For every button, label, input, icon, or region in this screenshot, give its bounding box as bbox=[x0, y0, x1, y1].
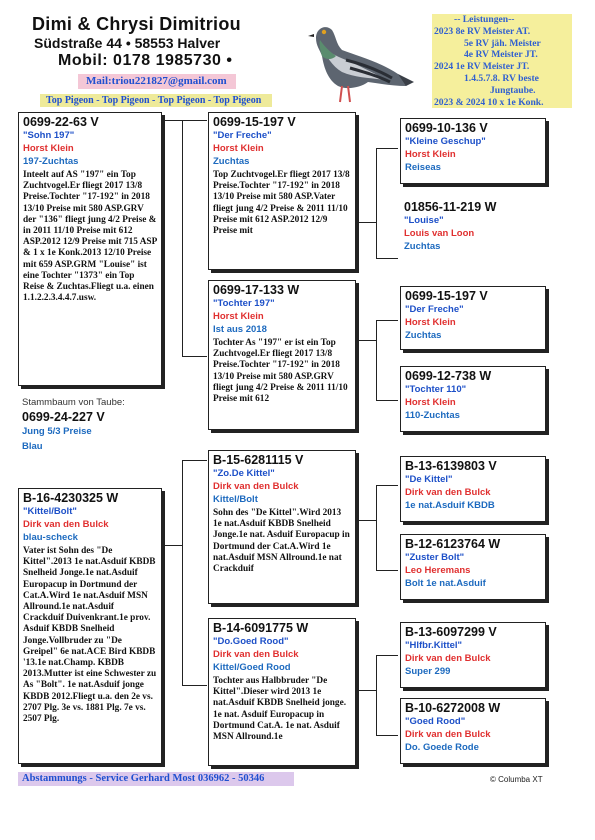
achievement-line: 2023 & 2024 10 x 1e Konk. bbox=[434, 96, 544, 108]
ring-number: B-15-6281115 V bbox=[213, 453, 304, 467]
pigeon-info: Kittel/Goed Rood bbox=[213, 662, 291, 673]
breeder: Horst Klein bbox=[213, 143, 264, 154]
ring-number: B-10-6272008 W bbox=[405, 701, 501, 715]
dam-dam-card bbox=[208, 618, 356, 766]
pigeon-name: "Sohn 197" bbox=[23, 130, 75, 141]
ring-number: 0699-24-227 V bbox=[22, 410, 105, 424]
breeder: Louis van Loon bbox=[404, 228, 475, 239]
connector-line bbox=[376, 655, 398, 656]
pigeon-description: Vater ist Sohn des "De Kittel".2013 1e nat.Asduif KBDB Snelheid Jonge.1e nat.Asduif Europacup in Dortmund der Cat.A.Wird 1e nat.Asduif MSN Allround.1e nat.Asduif Crackduif Duivenkrant.1e prov. Asduif KBDB Snelheid Jonge.Vollbruder zu "De Greipel" 6e nat.ACE Bird KBDB '13.1e nat.Champ. KBDB 2013.Mutter ist eine Schwester zu As "Bolt". 1e nat.Asduif jonge KBDB 2012.Fliegt u.a. den 2e vs. 2707 Plg. 3e vs. 1881 Plg. 7e vs. 2507 Plg. bbox=[23, 546, 157, 725]
achievements-heading: -- Leistungen-- bbox=[454, 14, 515, 25]
pedigree-label: Stammbaum von Taube: bbox=[22, 397, 125, 408]
connector-line bbox=[182, 460, 207, 461]
achievement-line: 2024 1e RV Meister JT. bbox=[434, 61, 530, 73]
pigeon-info: 110-Zuchtas bbox=[405, 410, 460, 421]
breeder: Horst Klein bbox=[23, 143, 74, 154]
connector-line bbox=[182, 356, 207, 357]
copyright: © Columba XT bbox=[490, 775, 543, 784]
breeder: Horst Klein bbox=[405, 149, 456, 160]
ring-number: 01856-11-219 W bbox=[404, 200, 497, 214]
pigeon-illustration bbox=[302, 16, 414, 108]
address: Südstraße 44 • 58553 Halver bbox=[34, 35, 221, 51]
achievements-box bbox=[432, 14, 572, 108]
achievement-line: 5e RV jäh. Meister bbox=[464, 37, 541, 49]
subject-pigeon bbox=[22, 410, 105, 453]
pigeon-info: Ist aus 2018 bbox=[213, 324, 267, 335]
ds-dam-card bbox=[400, 534, 546, 600]
pigeon-name: "Der Freche" bbox=[213, 130, 272, 141]
ss-sire-card bbox=[400, 118, 546, 184]
pigeon-description: Tochter As "197" er ist ein Top Zuchtvogel.Er fliegt 2017 13/8 Preise.Tochter "17-192" in 2018 13/10 Preise mit 580 ASP.GRV fliegt jung 4/2 Preise & 2011 11/10 Preise mit 612 bbox=[213, 338, 348, 405]
pigeon-info: 1e nat.Asduif KBDB bbox=[405, 500, 495, 511]
breeder: Dirk van den Bulck bbox=[213, 481, 299, 492]
connector-line bbox=[376, 485, 398, 486]
pigeon-info: Zuchtas bbox=[404, 241, 441, 252]
dd-sire-card bbox=[400, 622, 546, 688]
pigeon-name: "Kittel/Bolt" bbox=[23, 506, 77, 517]
sd-dam-card bbox=[400, 366, 546, 432]
pigeon-info: Zuchtas bbox=[405, 330, 442, 341]
achievement-line: 4e RV Meister JT. bbox=[464, 49, 538, 61]
pigeon-results: Jung 5/3 Preise bbox=[22, 426, 92, 437]
pigeon-name: "Tochter 110" bbox=[405, 384, 467, 395]
ring-number: B-13-6097299 V bbox=[405, 625, 497, 639]
pigeon-name: "Kleine Geschup" bbox=[405, 136, 486, 147]
achievement-line: Jungtaube. bbox=[490, 84, 536, 96]
dam-card bbox=[18, 488, 162, 764]
sire-card bbox=[18, 112, 162, 386]
dd-dam-card bbox=[400, 698, 546, 764]
breeder-name-title: Dimi & Chrysi Dimitriou bbox=[32, 14, 241, 34]
breeder: Dirk van den Bulck bbox=[405, 653, 491, 664]
breeder: Dirk van den Bulck bbox=[405, 487, 491, 498]
pigeon-description: Tochter aus Halbbruder "De Kittel".Dieser wird 2013 1e nat.Asduif KBDB Snelheid jonge. 1e nat. Asduif Europacup in Dortmund Cat.A. 1e nat. Asduif MSN Allround.1e bbox=[213, 676, 347, 743]
connector-line bbox=[182, 120, 207, 121]
pigeon-info: Super 299 bbox=[405, 666, 451, 677]
pigeon-name: "De Kittel" bbox=[405, 474, 453, 485]
pigeon-name: "Do.Goed Rood" bbox=[213, 636, 289, 647]
ring-number: B-16-4230325 W bbox=[23, 491, 119, 505]
pigeon-info: blau-scheck bbox=[23, 532, 78, 543]
achievement-line: 2023 8e RV Meister AT. bbox=[434, 25, 531, 37]
pigeon-info: Reiseas bbox=[405, 162, 441, 173]
ring-number: 0699-12-738 W bbox=[405, 369, 492, 383]
ds-sire-card bbox=[400, 456, 546, 522]
ring-number: 0699-10-136 V bbox=[405, 121, 488, 135]
breeder: Leo Heremans bbox=[405, 565, 471, 576]
pigeon-description: Sohn des "De Kittel".Wird 2013 1e nat.Asduif KBDB Snelheid Jonge.1e nat. Asduif Europacup in Dortmund der Cat.A.Wird 1e nat.Asduif MSN Allround.1e nat Crackduif bbox=[213, 508, 350, 575]
pigeon-info: Do. Goede Rode bbox=[405, 742, 479, 753]
sire-sire-card bbox=[208, 112, 356, 270]
ring-number: B-14-6091775 W bbox=[213, 621, 309, 635]
ss-dam-entry bbox=[404, 200, 550, 253]
pigeon-info: Kittel/Bolt bbox=[213, 494, 258, 505]
breeder: Horst Klein bbox=[213, 311, 264, 322]
ring-number: 0699-22-63 V bbox=[23, 115, 99, 129]
connector-line bbox=[376, 320, 377, 400]
pedigree-service-footer: Abstammungs - Service Gerhard Most 036962 - 50346 bbox=[18, 772, 294, 786]
ring-number: 0699-17-133 W bbox=[213, 283, 300, 297]
top-pigeon-banner: Top Pigeon - Top Pigeon - Top Pigeon - Top Pigeon bbox=[40, 94, 272, 107]
dam-sire-card bbox=[208, 450, 356, 604]
mobile-number: Mobil: 0178 1985730 • bbox=[58, 52, 233, 69]
breeder: Dirk van den Bulck bbox=[23, 519, 109, 530]
pigeon-name: "Hlfbr.Kittel" bbox=[405, 640, 463, 651]
connector-line bbox=[376, 735, 398, 736]
ring-number: B-12-6123764 W bbox=[405, 537, 501, 551]
pigeon-color: Blau bbox=[22, 441, 43, 452]
connector-line bbox=[162, 120, 182, 121]
pigeon-name: "Der Freche" bbox=[405, 304, 464, 315]
achievement-line: 1.4.5.7.8. RV beste bbox=[464, 72, 539, 84]
ring-number: B-13-6139803 V bbox=[405, 459, 497, 473]
pigeon-name: "Zuster Bolt" bbox=[405, 552, 465, 563]
breeder: Dirk van den Bulck bbox=[213, 649, 299, 660]
connector-line bbox=[376, 148, 398, 149]
sd-sire-card bbox=[400, 286, 546, 350]
pigeon-name: "Tochter 197" bbox=[213, 298, 275, 309]
pigeon-name: "Louise" bbox=[404, 215, 444, 226]
connector-line bbox=[376, 148, 377, 258]
connector-line bbox=[162, 545, 182, 546]
connector-line bbox=[182, 120, 183, 356]
pigeon-description: Inteelt auf AS "197" ein Top Zuchtvogel.Er fliegt 2017 13/8 Preise.Tochter "17-192" in 2018 13/10 Preise mit 580 ASP.GRV der "136" fliegt jung 4/2 Preise & in 2011 11/10 Preise mit 612 ASP.2012 12/9 Preise mit 715 ASP & 1 x 1e Konk.2013 12/10 Preise mit 659 ASP.GRM "Louise" ist eine Tochter "1373" ein Top Reise & Zuchtas.Fliegt u.a. einen 1.1.2.2.3.4.4.7.usw. bbox=[23, 170, 157, 304]
pigeon-info: Zuchtas bbox=[213, 156, 250, 167]
connector-line bbox=[376, 320, 398, 321]
connector-line bbox=[376, 258, 398, 259]
connector-line bbox=[376, 570, 398, 571]
connector-line bbox=[182, 685, 207, 686]
pigeon-info: 197-Zuchtas bbox=[23, 156, 79, 167]
connector-line bbox=[356, 340, 376, 341]
pigeon-info: Bolt 1e nat.Asduif bbox=[405, 578, 486, 589]
connector-line bbox=[376, 485, 377, 570]
breeder: Dirk van den Bulck bbox=[405, 729, 491, 740]
ring-number: 0699-15-197 V bbox=[405, 289, 488, 303]
sire-dam-card bbox=[208, 280, 356, 430]
pigeon-name: "Zo.De Kittel" bbox=[213, 468, 275, 479]
email-address[interactable]: Mail:triou221827@gmail.com bbox=[78, 74, 236, 89]
connector-line bbox=[356, 690, 376, 691]
breeder: Horst Klein bbox=[405, 397, 456, 408]
connector-line bbox=[376, 655, 377, 735]
connector-line bbox=[182, 460, 183, 685]
connector-line bbox=[356, 520, 376, 521]
connector-line bbox=[376, 400, 398, 401]
breeder: Horst Klein bbox=[405, 317, 456, 328]
pigeon-description: Top Zuchtvogel.Er fliegt 2017 13/8 Preise.Tochter "17-192" in 2018 13/10 Preise mit 580 ASP.Vater fliegt jung 4/2 Preise & 2011 11/10 Preise mit 612 ASP.2012 12/9 Preise mit bbox=[213, 170, 350, 237]
connector-line bbox=[356, 222, 376, 223]
ring-number: 0699-15-197 V bbox=[213, 115, 296, 129]
pigeon-name: "Goed Rood" bbox=[405, 716, 466, 727]
